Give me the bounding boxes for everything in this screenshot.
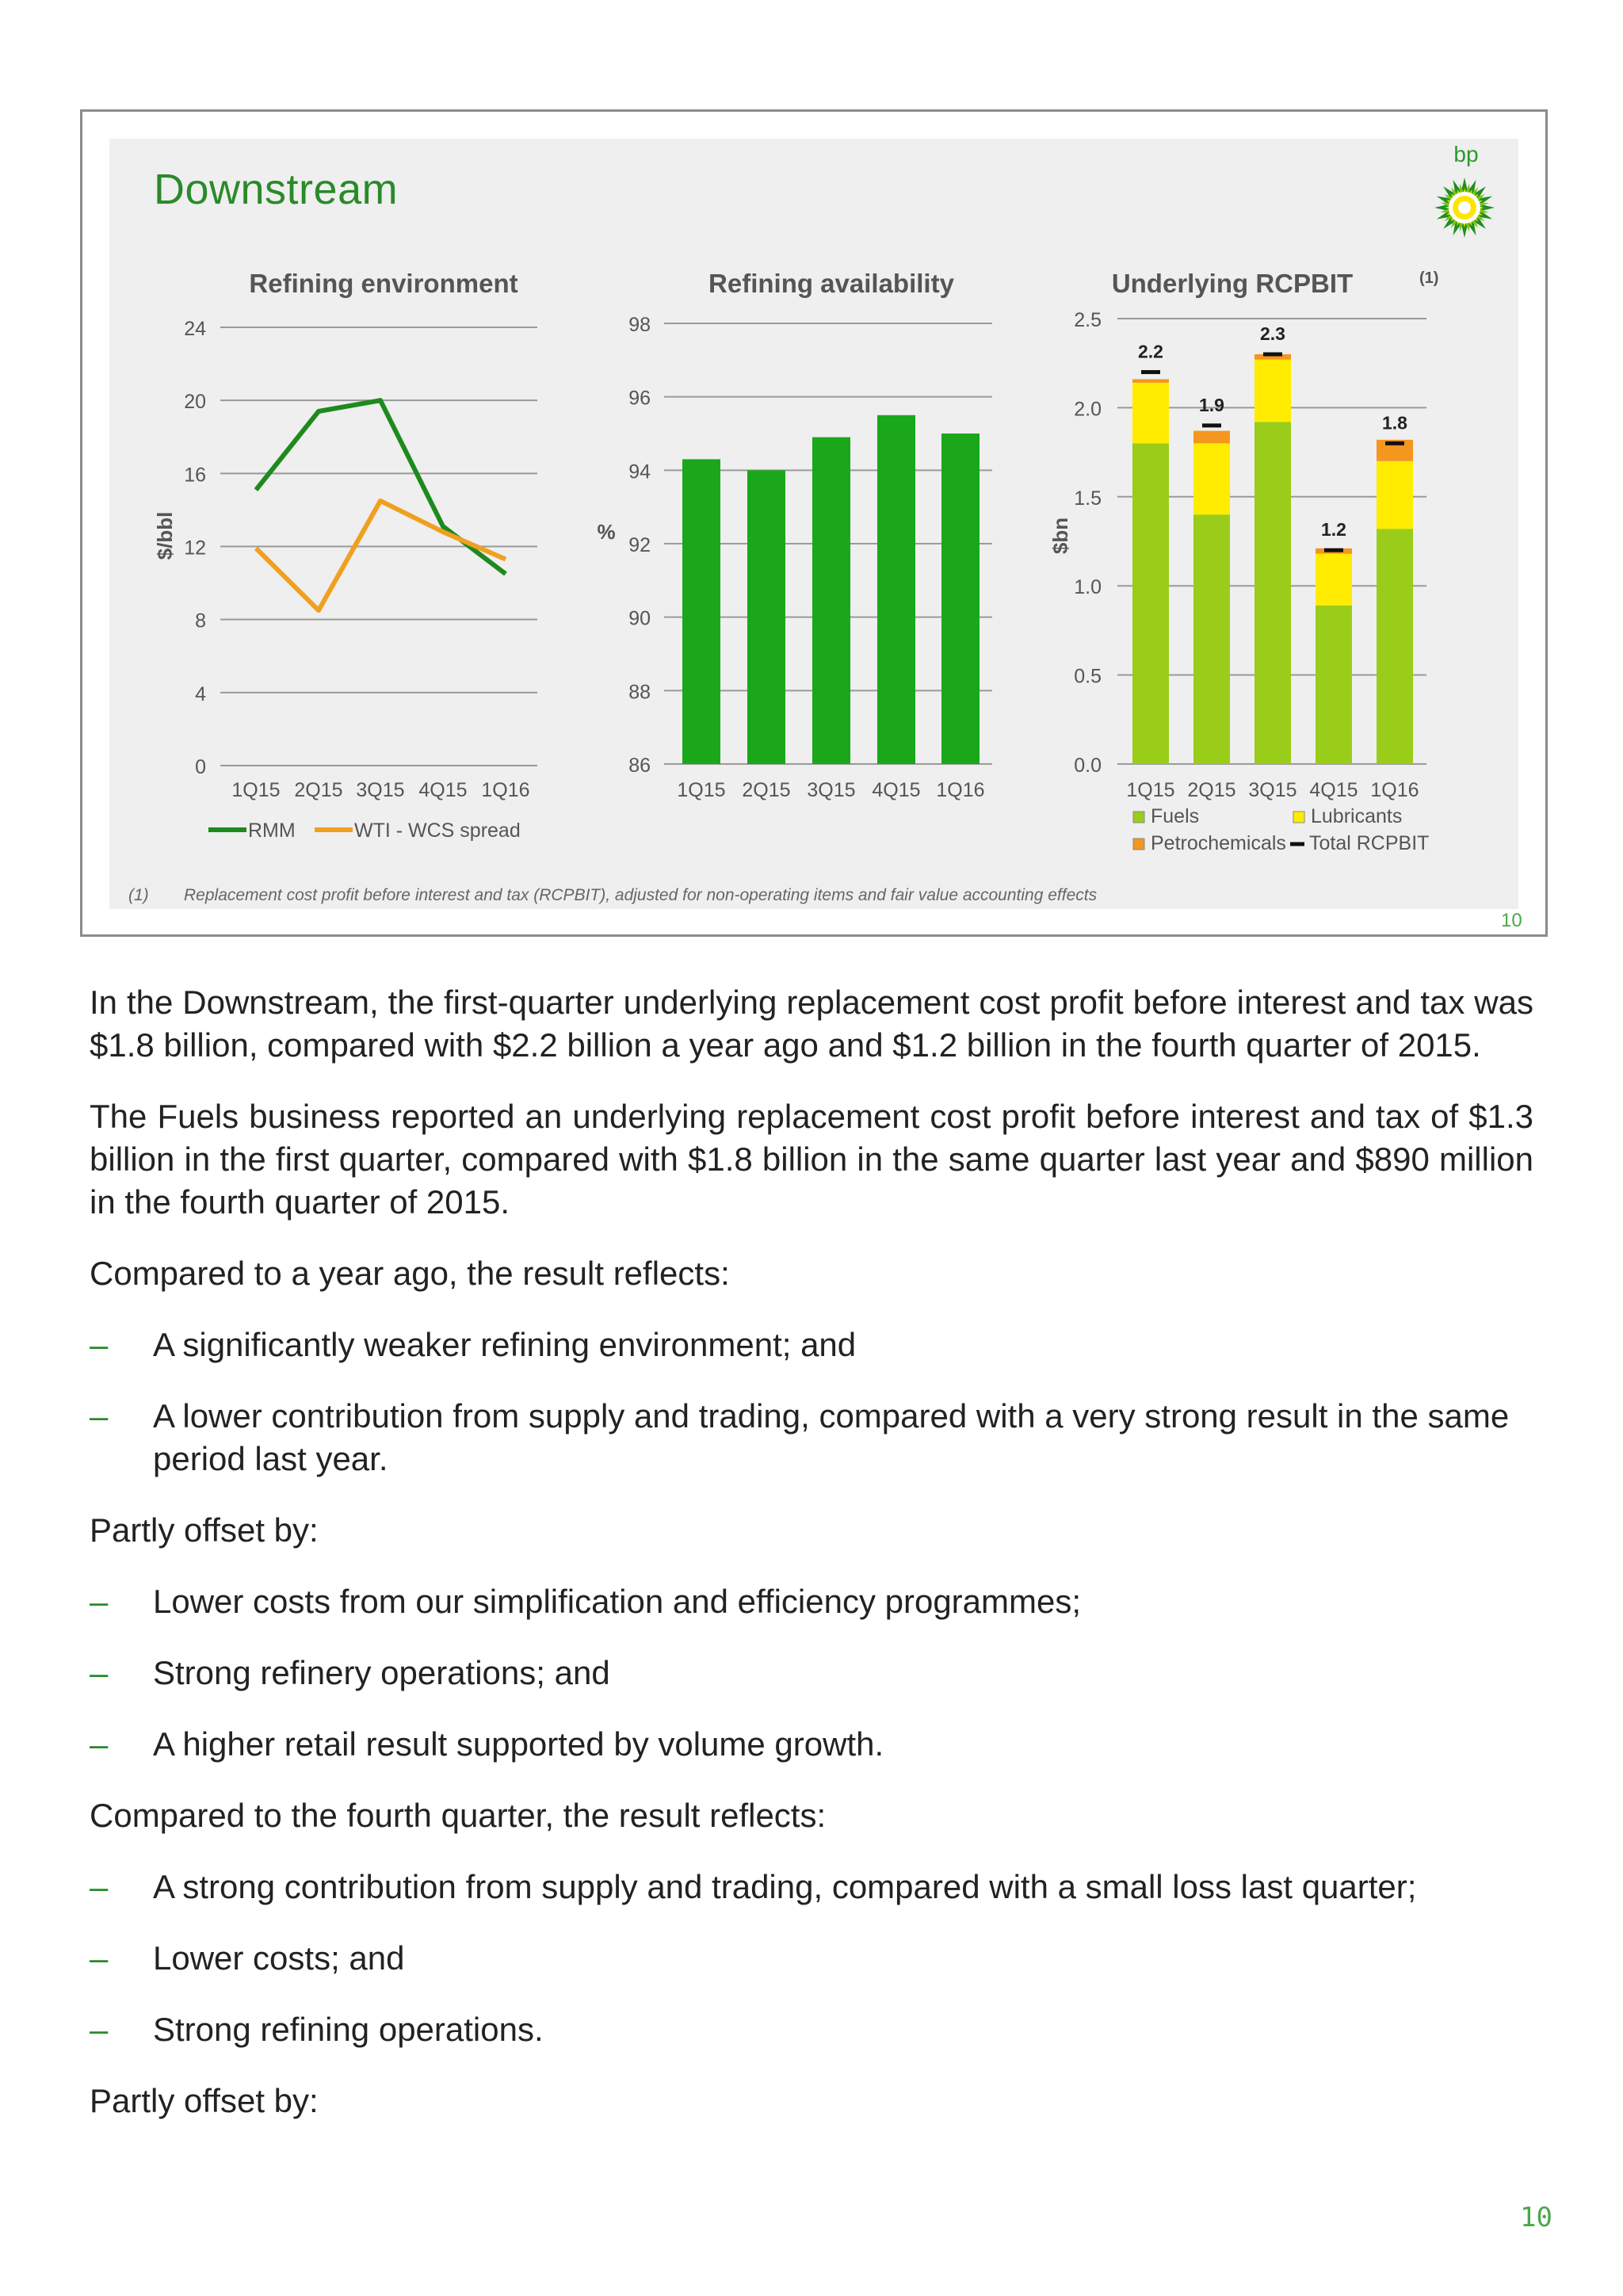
y-tick-label: 2.5 xyxy=(1074,309,1102,331)
x-tick-label: 1Q16 xyxy=(936,779,985,801)
y-tick-label: 86 xyxy=(628,755,651,777)
paragraph: In the Downstream, the first-quarter underlying replacement cost profit before interest and tax was $1.8 billion, compared with $2.2 billion a year ago and $1.2 billion in the fourth quarter of 2015. xyxy=(90,984,1533,1064)
y-tick-label: 90 xyxy=(628,607,651,630)
x-tick-label: 1Q16 xyxy=(1370,779,1419,801)
x-tick-label: 3Q15 xyxy=(356,779,405,801)
bullet-dash: – xyxy=(90,1397,109,1435)
paragraph: Compared to a year ago, the result reflects: xyxy=(90,1255,730,1292)
y-tick-label: 1.5 xyxy=(1074,487,1102,510)
bullet-dash: – xyxy=(90,2011,109,2048)
y-axis-label: $bn xyxy=(1048,517,1072,555)
x-tick-label: 2Q15 xyxy=(742,779,791,801)
bullet-dash: – xyxy=(90,1868,109,1905)
bar-segment-petrochemicals xyxy=(1132,379,1169,382)
bar-segment-lubricants xyxy=(1377,461,1413,529)
paragraph: Compared to the fourth quarter, the result reflects: xyxy=(90,1797,827,1834)
bar-segment-fuels xyxy=(1316,606,1352,764)
y-tick-label: 24 xyxy=(184,318,206,340)
list-item xyxy=(90,2008,1533,2051)
bar xyxy=(941,434,980,764)
y-tick-label: 96 xyxy=(628,387,651,410)
y-tick-label: 2.0 xyxy=(1074,398,1102,421)
x-tick-label: 2Q15 xyxy=(1187,779,1236,801)
x-tick-label: 1Q15 xyxy=(677,779,726,801)
chart-title: Refining environment xyxy=(249,269,518,298)
list-item xyxy=(90,1652,1533,1694)
legend-swatch xyxy=(1133,812,1144,823)
x-tick-label: 1Q16 xyxy=(481,779,530,801)
page-number: 10 xyxy=(1520,2202,1552,2233)
data-label: 1.8 xyxy=(1382,412,1407,434)
legend-label: Fuels xyxy=(1151,805,1200,827)
legend-label: WTI - WCS spread xyxy=(354,819,521,842)
list-item-text: Lower costs from our simplification and efficiency programmes; xyxy=(153,1583,1082,1620)
x-tick-label: 4Q15 xyxy=(418,779,468,801)
y-tick-label: 98 xyxy=(628,314,651,336)
bar xyxy=(812,437,850,764)
list-item-text: A strong contribution from supply and trading, compared with a small loss last quarter; xyxy=(153,1868,1417,1905)
bullet-dash: – xyxy=(90,1583,109,1620)
bar-segment-lubricants xyxy=(1193,443,1230,514)
list-item xyxy=(90,1324,1533,1366)
legend-label: RMM xyxy=(248,819,296,842)
y-tick-label: 20 xyxy=(184,391,206,414)
y-tick-label: 8 xyxy=(195,609,206,632)
series-line-rmm xyxy=(256,400,506,574)
bp-logo-text: bp xyxy=(1453,142,1479,166)
bar-segment-fuels xyxy=(1193,514,1230,764)
legend-label: Petrochemicals xyxy=(1151,832,1286,854)
list-item-text: A significantly weaker refining environment; and xyxy=(153,1326,857,1363)
y-tick-label: 92 xyxy=(628,534,651,556)
list-item-text: A lower contribution from supply and trading, compared with a very strong result in the same period last year. xyxy=(153,1397,1510,1477)
bar-segment-lubricants xyxy=(1254,360,1291,422)
bar xyxy=(877,415,915,764)
paragraph: Partly offset by: xyxy=(90,1511,319,1549)
bar xyxy=(747,470,785,764)
y-axis-label: $/bbl xyxy=(153,511,177,560)
bar-segment-fuels xyxy=(1132,443,1169,764)
bar-segment-petrochemicals xyxy=(1193,431,1230,444)
list-item xyxy=(90,1866,1533,1908)
series-line-wti-wcs-spread xyxy=(256,501,506,610)
y-tick-label: 0 xyxy=(195,756,206,778)
bar-segment-fuels xyxy=(1254,422,1291,764)
data-label: 2.3 xyxy=(1260,323,1285,344)
legend-label: Total RCPBIT xyxy=(1309,832,1430,854)
slide-number: 10 xyxy=(1501,910,1522,931)
body-text xyxy=(90,981,1533,2151)
data-label: 1.9 xyxy=(1199,394,1224,415)
x-tick-label: 3Q15 xyxy=(1248,779,1297,801)
footnote-marker: (1) xyxy=(128,886,149,904)
bar-segment-fuels xyxy=(1377,529,1413,764)
x-tick-label: 4Q15 xyxy=(872,779,921,801)
charts-area xyxy=(0,0,1623,951)
x-tick-label: 2Q15 xyxy=(294,779,343,801)
bar-segment-lubricants xyxy=(1132,383,1169,443)
list-item xyxy=(90,1580,1533,1623)
bullet-dash: – xyxy=(90,1939,109,1977)
bar-segment-lubricants xyxy=(1316,554,1352,606)
list-item-text: Lower costs; and xyxy=(153,1939,405,1977)
y-tick-label: 12 xyxy=(184,537,206,560)
chart-title: Refining availability xyxy=(708,269,954,298)
y-tick-label: 0.5 xyxy=(1074,665,1102,688)
data-label: 1.2 xyxy=(1321,519,1346,541)
paragraph: The Fuels business reported an underlying replacement cost profit before interest and tax of $1.3 billion in the first quarter, compared with $1.8 billion in the same quarter last year and $890 million in the fourth quarter of 2015. xyxy=(90,1098,1533,1221)
list-item-text: Strong refinery operations; and xyxy=(153,1654,610,1691)
chart-title: Underlying RCPBIT xyxy=(1111,269,1354,298)
y-tick-label: 4 xyxy=(195,682,206,705)
footnote-text: Replacement cost profit before interest and tax (RCPBIT), adjusted for non-operating items and fair value accounting effects xyxy=(184,886,1098,904)
bullet-dash: – xyxy=(90,1654,109,1691)
list-item-text: A higher retail result supported by volume growth. xyxy=(153,1725,884,1763)
y-axis-label: % xyxy=(597,520,616,544)
y-tick-label: 88 xyxy=(628,681,651,704)
bullet-dash: – xyxy=(90,1725,109,1763)
paragraph: Partly offset by: xyxy=(90,2082,319,2119)
data-label: 2.2 xyxy=(1138,341,1163,362)
y-tick-label: 16 xyxy=(184,464,206,487)
list-item xyxy=(90,1937,1533,1980)
bar xyxy=(682,459,720,764)
x-tick-label: 1Q15 xyxy=(1126,779,1175,801)
legend-swatch xyxy=(1293,812,1304,823)
legend-label: Lubricants xyxy=(1311,805,1403,827)
y-tick-label: 94 xyxy=(628,460,651,483)
list-item-text: Strong refining operations. xyxy=(153,2011,544,2048)
bullet-dash: – xyxy=(90,1326,109,1363)
x-tick-label: 1Q15 xyxy=(231,779,281,801)
legend-swatch xyxy=(1133,839,1144,850)
x-tick-label: 3Q15 xyxy=(807,779,856,801)
list-item xyxy=(90,1395,1533,1480)
x-tick-label: 4Q15 xyxy=(1309,779,1358,801)
y-tick-label: 0.0 xyxy=(1074,755,1102,777)
list-item xyxy=(90,1723,1533,1766)
chart-title-superscript: (1) xyxy=(1419,269,1439,287)
slide-title: Downstream xyxy=(154,166,399,213)
y-tick-label: 1.0 xyxy=(1074,576,1102,599)
